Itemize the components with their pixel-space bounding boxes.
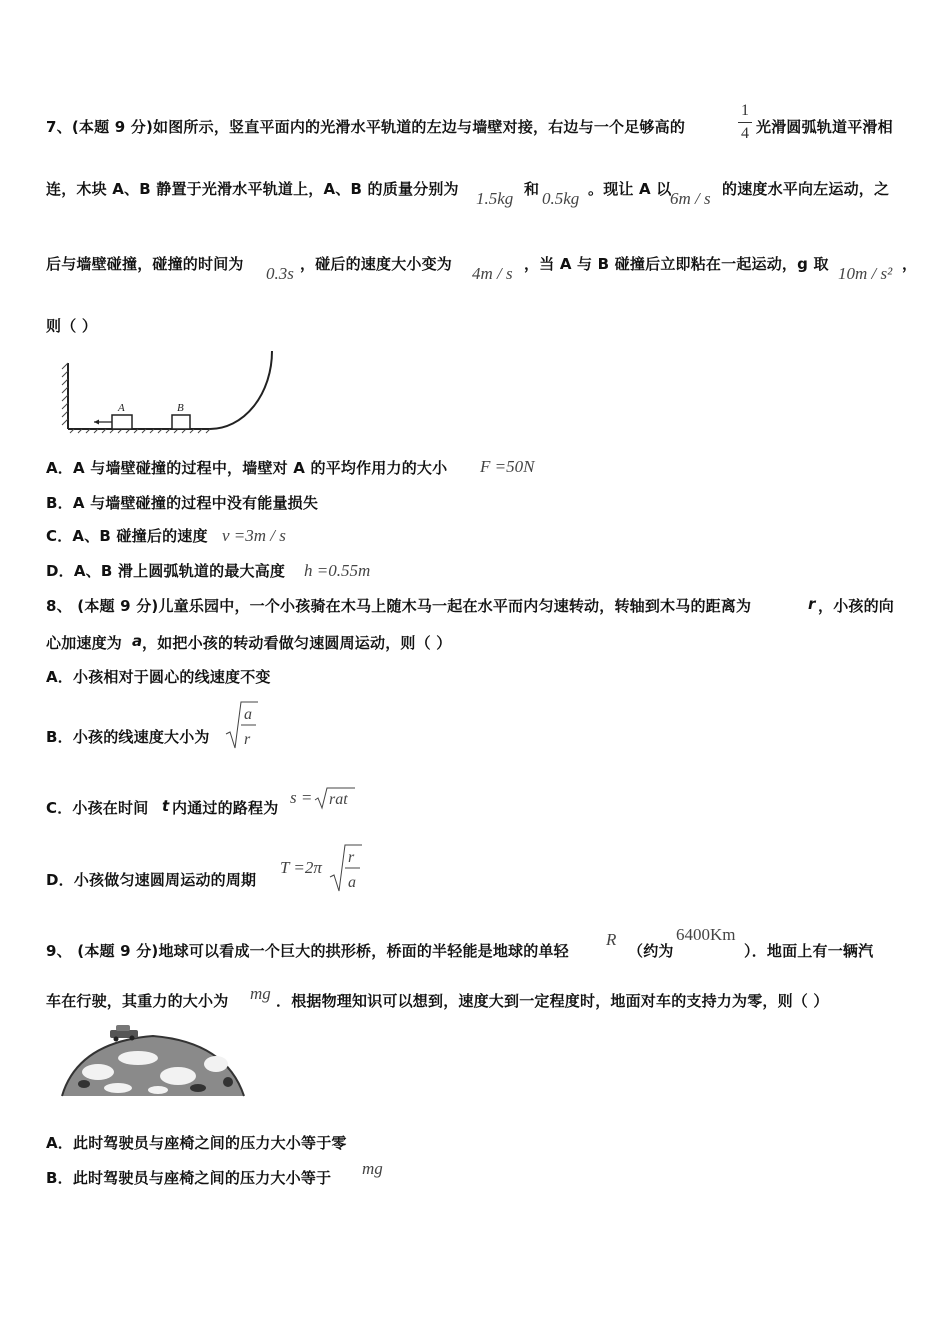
car-roof <box>116 1025 130 1031</box>
sqrt-content: rat <box>329 791 348 808</box>
q9-line2-text: 车在行驶，其重力的大小为 <box>46 992 229 1010</box>
sqrt-denominator: a <box>348 874 356 891</box>
q8-option-b: B．小孩的线速度大小为 <box>46 728 210 746</box>
q7-option-d-math: h =0.55m <box>304 561 371 580</box>
q8-acceleration-symbol: a <box>132 632 143 650</box>
q7-line3-comma: ， <box>902 255 918 273</box>
q8-option-c-text: 内通过的路程为 <box>172 799 279 817</box>
q7-initial-velocity: 6m / s <box>670 189 711 208</box>
q9-earth-figure <box>58 1024 248 1100</box>
arrow-head <box>94 420 99 425</box>
block-a-label: A <box>118 402 125 414</box>
q9-line1-text: 9、 (本题 9 分)地球可以看成一个巨大的拱形桥，桥面的半轻能是地球的单轻 <box>46 942 569 960</box>
q8-radius-symbol: r <box>808 595 816 613</box>
q7-option-a: A．A 与墙壁碰撞的过程中，墙壁对 A 的平均作用力的大小 <box>46 459 448 477</box>
q9-line1-text-mid: （约为 <box>628 942 674 960</box>
q8-line2-text-end: ，如把小孩的转动看做匀速圆周运动，则（ ） <box>142 634 452 652</box>
q8-line1-text-end: ，小孩的向 <box>818 597 895 615</box>
sqrt-denominator: r <box>244 731 251 748</box>
q9-line2-text-end: ．根据物理知识可以想到，速度大到一定程度时，地面对车的支持力为零，则（ ） <box>276 992 829 1010</box>
q9-option-a: A．此时驾驶员与座椅之间的压力大小等于零 <box>46 1134 347 1152</box>
q8-option-c-math-left: s = <box>290 788 313 807</box>
car-wheel-back <box>130 1036 135 1041</box>
q7-option-b: B．A 与墙壁碰撞的过程中没有能量损失 <box>46 494 319 512</box>
q7-fraction-denominator: 4 <box>741 125 749 142</box>
q7-line1-text: 7、(本题 9 分)如图所示，竖直平面内的光滑水平轨道的左边与墙壁对接，右边与一个足够高的 <box>46 118 686 136</box>
q8-option-c-sqrt <box>314 786 356 810</box>
sqrt-numerator: r <box>348 849 355 866</box>
q7-option-c-math: v =3m / s <box>222 526 286 545</box>
block-a <box>112 415 132 429</box>
q7-line1-text-end: 光滑圆弧轨道平滑相 <box>756 118 893 136</box>
q7-line2-text-end: 的速度水平向左运动，之 <box>722 180 890 198</box>
q8-option-c: C．小孩在时间 <box>46 799 149 817</box>
q8-line2-text: 心加速度为 <box>46 634 123 652</box>
q8-option-c-time: t <box>162 797 170 815</box>
q9-option-b: B．此时驾驶员与座椅之间的压力大小等于 <box>46 1169 332 1187</box>
q9-option-b-math: mg <box>362 1159 383 1178</box>
q7-line3-text: 后与墙壁碰撞，碰撞的时间为 <box>46 255 244 273</box>
q7-option-c: C．A、B 碰撞后的速度 <box>46 527 208 545</box>
q7-line3-text-mid2: ，当 A 与 B 碰撞后立即粘在一起运动，g 取 <box>524 255 829 273</box>
q7-line2-text-mid: 。现让 A 以 <box>588 180 672 198</box>
q7-line4-text: 则（ ） <box>46 317 98 335</box>
q9-radius-symbol: R <box>606 930 617 949</box>
q7-track-figure <box>60 345 290 435</box>
q9-line1-text-end: ）．地面上有一辆汽 <box>744 942 874 960</box>
q7-line3-text-mid: ，碰后的速度大小变为 <box>300 255 453 273</box>
q7-option-d: D．A、B 滑上圆弧轨道的最大高度 <box>46 562 286 580</box>
block-b <box>172 415 190 429</box>
q8-option-d: D．小孩做匀速圆周运动的周期 <box>46 871 257 889</box>
q7-fraction-quarter <box>738 102 752 143</box>
q8-option-a: A．小孩相对于圆心的线速度不变 <box>46 668 271 686</box>
q7-option-a-math: F =50N <box>480 457 535 476</box>
q8-option-d-math-left: T =2π <box>280 858 322 877</box>
q7-gravity: 10m / s² <box>838 264 893 283</box>
q9-radius-value: 6400Km <box>676 925 736 944</box>
q7-mass-b: 0.5kg <box>542 189 580 208</box>
q8-option-b-sqrt <box>224 700 260 750</box>
q7-rebound-velocity: 4m / s <box>472 264 513 283</box>
block-b-label: B <box>177 402 184 414</box>
q7-collision-time: 0.3s <box>266 264 294 283</box>
sqrt-numerator: a <box>244 706 252 723</box>
car-wheel-front <box>114 1037 119 1042</box>
q9-weight-symbol: mg <box>250 984 271 1003</box>
q7-line2-text: 连，木块 A、B 静置于光滑水平轨道上，A、B 的质量分别为 <box>46 180 459 198</box>
q8-option-d-sqrt <box>328 843 364 893</box>
track-path <box>68 351 272 429</box>
q7-fraction-numerator: 1 <box>741 102 749 119</box>
q7-mass-a: 1.5kg <box>476 189 514 208</box>
q8-line1-text: 8、 (本题 9 分)儿童乐园中，一个小孩骑在木马上随木马一起在水平而内匀速转动，转轴到木马的距离为 <box>46 597 752 615</box>
q7-line2-and: 和 <box>524 180 540 198</box>
